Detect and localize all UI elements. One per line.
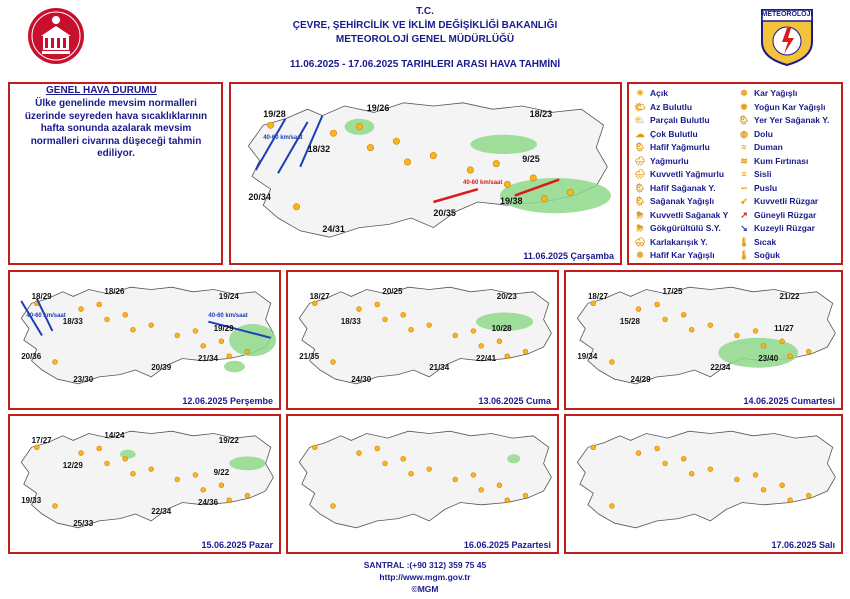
forecast-map-day-5 (8, 414, 281, 554)
sun-icon (471, 329, 476, 334)
city-temperature: 21/34 (429, 363, 450, 373)
sun-icon: ☀ (635, 88, 645, 98)
wind-speed-label: 40-60 km/saat (263, 134, 303, 141)
north-wind-arrow-icon: ↘ (740, 223, 748, 233)
legend-label: Yer Yer Sağanak Y. (754, 115, 830, 125)
sun-icon (293, 204, 299, 210)
turkey-map (566, 416, 843, 554)
fog-icon: ≡ (741, 169, 747, 179)
sun-icon (806, 493, 811, 498)
sun-icon (610, 504, 615, 509)
city-temperature: 24/30 (351, 374, 372, 384)
legend-label: Sıcak (754, 236, 777, 247)
city-temperature: 23/30 (73, 374, 94, 384)
sun-icon (357, 451, 362, 456)
city-temperature: 19/33 (21, 495, 42, 505)
city-temperature: 19/24 (218, 291, 239, 301)
sun-icon (708, 467, 713, 472)
sun-icon (245, 349, 250, 354)
sleet-icon: 🌨 (634, 236, 646, 247)
sun-icon (681, 312, 686, 317)
sun-icon (663, 317, 668, 322)
sun-icon (497, 483, 502, 488)
legend-label: Az Bulutlu (650, 101, 693, 112)
legend-item (737, 195, 818, 208)
wind-speed-label: 40-60 km/saat (208, 312, 248, 319)
sun-icon (655, 302, 660, 307)
city-temperature: 19/26 (366, 102, 390, 113)
sun-icon (312, 301, 317, 306)
map-date-label: 13.06.2025 Cuma (478, 396, 551, 406)
legend-item (737, 209, 816, 222)
legend-item (737, 222, 815, 235)
smoke-icon: ≈ (741, 142, 747, 152)
heavy-snow-icon: ❅ (740, 101, 748, 112)
country-outline (299, 431, 551, 528)
sun-icon (97, 446, 102, 451)
city-temperature: 19/28 (263, 109, 286, 120)
sun-icon (267, 122, 273, 128)
legend-item (633, 128, 698, 141)
legend-label: Kuvvetli Rüzgar (754, 196, 819, 206)
strong-wind-icon: ➶ (740, 196, 748, 206)
city-temperature: 9/25 (522, 154, 540, 164)
rain-area (470, 135, 537, 154)
rain-area (507, 454, 520, 463)
sun-icon (149, 323, 154, 328)
legend-item (633, 101, 692, 114)
footer-copyright: ©MGM (411, 584, 439, 594)
light-rain-icon: 🌦 (634, 142, 646, 152)
sun-icon (471, 473, 476, 478)
city-temperature: 18/23 (529, 109, 553, 120)
legend-label: Çok Bulutlu (650, 128, 698, 139)
legend-item (737, 141, 783, 154)
legend-item (737, 249, 780, 262)
legend-label: Sağanak Yağışlı (650, 196, 715, 206)
forecast-map-day-1 (229, 82, 622, 265)
sun-icon (430, 152, 436, 158)
city-temperature: 10/28 (491, 324, 512, 333)
forecast-map-day-6 (286, 414, 559, 554)
city-temperature: 21/34 (198, 353, 219, 363)
sun-icon (219, 339, 224, 344)
sun-icon (201, 343, 206, 348)
city-temperature: 24/31 (322, 224, 345, 235)
legend-item (633, 249, 715, 262)
sun-icon (479, 343, 484, 348)
sun-icon (383, 317, 388, 322)
sun-icon (367, 144, 373, 150)
legend-item (633, 155, 689, 168)
city-temperature: 24/36 (198, 497, 219, 507)
city-temperature: 20/25 (382, 287, 403, 297)
sun-icon (401, 456, 406, 461)
partly-cloudy-icon: ⛅ (634, 115, 646, 125)
sun-icon (409, 327, 414, 332)
sun-icon (105, 317, 110, 322)
sun-icon (610, 360, 615, 365)
legend-label: Hafif Sağanak Y. (650, 182, 716, 193)
mgm-logo-text: METEOROLOJİ (761, 11, 813, 18)
legend-label: Karlakarışık Y. (650, 236, 708, 247)
light-shower-icon: 🌦 (634, 182, 646, 193)
legend-item (633, 182, 716, 195)
general-weather-summary (8, 82, 223, 265)
forecast-map-day-2 (8, 270, 281, 410)
sun-icon (409, 471, 414, 476)
sun-icon (149, 467, 154, 472)
legend-label: Duman (754, 142, 783, 152)
city-temperature: 19/38 (500, 195, 523, 206)
legend-label: Parçalı Bulutlu (650, 115, 710, 125)
sun-icon (453, 477, 458, 482)
sun-icon (523, 493, 528, 498)
legend-label: Soğuk (754, 250, 780, 260)
header-directorate: METEOROLOJİ GENEL MÜDÜRLÜĞÜ (335, 34, 515, 45)
sun-icon (753, 473, 758, 478)
sun-icon (175, 333, 180, 338)
rain-area (229, 457, 265, 471)
sun-icon (79, 307, 84, 312)
sun-icon (175, 477, 180, 482)
sun-icon (753, 329, 758, 334)
city-temperature: 18/26 (104, 287, 125, 297)
legend-label: Kar Yağışlı (754, 88, 798, 98)
sun-icon (761, 487, 766, 492)
sun-icon (708, 323, 713, 328)
legend-item (737, 101, 825, 114)
legend-item (633, 222, 721, 235)
city-temperature: 18/32 (307, 144, 331, 155)
city-temperature: 9/22 (213, 468, 230, 477)
legend-item (633, 141, 710, 154)
light-snow-icon: ❄ (636, 250, 644, 260)
sun-icon (505, 354, 510, 359)
city-temperature: 18/27 (587, 291, 608, 301)
sun-icon (689, 327, 694, 332)
hail-icon: ◍ (740, 128, 748, 139)
cloud-icon: ☁ (635, 128, 645, 139)
city-temperature: 22/34 (151, 507, 172, 517)
cold-thermometer-icon: 🌡 (738, 250, 750, 260)
city-temperature: 21/22 (779, 291, 800, 301)
legend-item (737, 155, 808, 168)
sun-icon (131, 327, 136, 332)
sun-icon (541, 196, 547, 202)
header-tc: T.C. (416, 6, 434, 17)
sun-icon (330, 130, 336, 136)
sun-icon (636, 307, 641, 312)
city-temperature: 20/35 (433, 208, 456, 219)
sun-icon (79, 451, 84, 456)
sun-icon (375, 446, 380, 451)
sun-icon (636, 451, 641, 456)
legend-label: Puslu (754, 182, 778, 193)
city-temperature: 17/27 (31, 435, 52, 445)
sun-icon (34, 445, 39, 450)
sun-icon (312, 445, 317, 450)
forecast-map-day-7 (564, 414, 843, 554)
header-date-range: 11.06.2025 - 17.06.2025 TARIHLERI ARASI HAVA TAHMİNİ (289, 59, 561, 70)
legend-label: Sisli (754, 169, 772, 179)
sun-icon (523, 349, 528, 354)
sun-icon (591, 301, 596, 306)
city-temperature: 18/33 (62, 317, 83, 327)
summary-title: GENEL HAVA DURUMU (46, 85, 157, 96)
legend-label: Güneyli Rüzgar (754, 209, 817, 220)
sun-icon (357, 307, 362, 312)
footer-phone: SANTRAL :(+90 312) 359 75 45 (363, 560, 487, 570)
sun-icon (427, 323, 432, 328)
sun-icon (245, 493, 250, 498)
sun-icon (227, 498, 232, 503)
legend-item (633, 114, 710, 127)
rain-area (120, 450, 136, 459)
sun-icon (780, 483, 785, 488)
legend-label: Kuvvetli Sağanak Y (650, 209, 729, 220)
sun-icon (663, 461, 668, 466)
local-shower-icon: 🌦 (738, 115, 750, 125)
city-temperature: 20/34 (248, 192, 271, 203)
sun-icon (788, 498, 793, 503)
sun-icon (356, 124, 362, 130)
wind-speed-label: 40-60 km/saat (463, 179, 503, 186)
legend-item (633, 195, 714, 208)
legend-item (737, 182, 777, 195)
sun-icon (780, 339, 785, 344)
sun-icon (530, 175, 536, 181)
legend-item (633, 236, 708, 249)
city-temperature: 19/29 (213, 324, 234, 333)
sun-icon (383, 461, 388, 466)
turkey-map (288, 416, 559, 554)
legend-item (737, 168, 771, 181)
country-outline (577, 287, 835, 384)
mist-icon: ∽ (740, 182, 748, 193)
city-temperature: 22/41 (476, 353, 497, 363)
sun-icon (219, 483, 224, 488)
sun-icon (123, 312, 128, 317)
heavy-shower-icon: ⛈ (636, 209, 644, 220)
city-temperature: 20/23 (496, 291, 517, 301)
heavy-rain-icon: 🌧 (634, 169, 646, 179)
city-temperature: 18/29 (31, 291, 52, 301)
city-temperature: 12/29 (62, 461, 83, 471)
sun-icon (453, 333, 458, 338)
sun-icon (105, 461, 110, 466)
sun-icon (788, 354, 793, 359)
map-date-label: 12.06.2025 Perşembe (182, 396, 273, 406)
city-temperature: 25/33 (73, 518, 94, 528)
country-outline (299, 287, 551, 384)
map-legend (627, 82, 843, 265)
city-temperature: 21/35 (299, 351, 320, 361)
hot-thermometer-icon: 🌡 (738, 236, 750, 247)
legend-label: Yağmurlu (650, 155, 689, 166)
sun-icon (393, 138, 399, 144)
sun-icon (331, 360, 336, 365)
sun-icon (53, 504, 58, 509)
sun-icon (689, 471, 694, 476)
city-temperature: 14/24 (104, 431, 125, 441)
rain-area (224, 361, 245, 373)
sun-icon (493, 160, 499, 166)
sun-icon (761, 343, 766, 348)
legend-label: Kuzeyli Rüzgar (754, 223, 815, 233)
legend-item (737, 128, 773, 141)
country-outline (577, 431, 835, 528)
sun-small-cloud-icon: 🌤 (634, 101, 646, 112)
footer-url[interactable]: http://www.mgm.gov.tr (379, 572, 471, 582)
sun-icon (401, 312, 406, 317)
legend-label: Gökgürültülü S.Y. (650, 223, 721, 233)
legend-item (633, 168, 724, 181)
legend-item (737, 236, 776, 249)
legend-item (633, 209, 728, 222)
legend-label: Hafif Kar Yağışlı (650, 250, 715, 260)
wind-speed-label: 40-60 km/saat (26, 312, 66, 319)
legend-label: Açık (650, 88, 668, 98)
sun-icon (331, 504, 336, 509)
city-temperature: 19/22 (218, 435, 239, 445)
ministry-seal-logo (26, 6, 86, 66)
city-temperature: 23/40 (758, 353, 779, 363)
sun-icon (131, 471, 136, 476)
sun-icon (467, 167, 473, 173)
sun-icon (655, 446, 660, 451)
sun-icon (567, 189, 573, 195)
legend-item (737, 87, 797, 100)
sun-icon (479, 487, 484, 492)
turkey-map (231, 84, 622, 265)
map-date-label: 16.06.2025 Pazartesi (463, 540, 551, 550)
city-temperature: 19/34 (577, 351, 598, 361)
city-temperature: 20/39 (151, 363, 172, 373)
city-temperature: 22/34 (710, 363, 731, 373)
rain-icon: 🌧 (634, 155, 646, 166)
legend-item (737, 114, 829, 127)
country-outline (248, 103, 607, 237)
city-temperature: 24/29 (630, 374, 651, 384)
sun-icon (404, 159, 410, 165)
legend-label: Yoğun Kar Yağışlı (754, 101, 826, 112)
country-outline (21, 431, 273, 528)
sun-icon (681, 456, 686, 461)
sun-icon (193, 329, 198, 334)
sun-icon (97, 302, 102, 307)
sun-icon (201, 487, 206, 492)
forecast-map-day-3 (286, 270, 559, 410)
summary-text: Ülke genelinde mevsim normalleri üzerinde seyreden hava sıcaklıklarının hafta sonunda azalarak mevsim normalleri civarına düşeceği tahmin ediliyor. (24, 98, 208, 159)
legend-label: Kum Fırtınası (754, 155, 809, 166)
sun-icon (505, 498, 510, 503)
map-date-label: 11.06.2025 Çarşamba (523, 251, 614, 261)
city-temperature: 15/28 (619, 317, 640, 327)
city-temperature: 18/33 (340, 317, 361, 327)
thunderstorm-icon: ⛈ (636, 223, 644, 233)
sun-icon (227, 354, 232, 359)
legend-label: Dolu (754, 128, 773, 139)
sun-icon (497, 339, 502, 344)
sandstorm-icon: ≋ (740, 155, 748, 166)
sun-icon (735, 333, 740, 338)
snow-icon: ❄ (740, 88, 748, 98)
sun-icon (193, 473, 198, 478)
map-date-label: 14.06.2025 Cumartesi (743, 396, 835, 406)
legend-label: Kuvvetli Yağmurlu (650, 169, 725, 179)
city-temperature: 18/27 (309, 291, 330, 301)
sun-icon (375, 302, 380, 307)
forecast-map-day-4 (564, 270, 843, 410)
shower-icon: 🌦 (634, 196, 646, 206)
mgm-logo (758, 8, 816, 66)
sun-icon (53, 360, 58, 365)
map-date-label: 15.06.2025 Pazar (201, 540, 273, 550)
map-date-label: 17.06.2025 Salı (771, 540, 835, 550)
city-temperature: 20/36 (21, 351, 42, 361)
legend-item (633, 87, 668, 100)
sun-icon (123, 456, 128, 461)
south-wind-arrow-icon: ↗ (740, 209, 748, 220)
legend-label: Hafif Yağmurlu (650, 142, 710, 152)
city-temperature: 11/27 (774, 324, 794, 333)
sun-icon (591, 445, 596, 450)
sun-icon (504, 181, 510, 187)
sun-icon (806, 349, 811, 354)
header-ministry: ÇEVRE, ŞEHİRCİLİK VE İKLİM DEĞİŞİKLİĞİ BAKANLIĞI (292, 20, 558, 31)
city-temperature: 17/25 (662, 287, 683, 297)
sun-icon (735, 477, 740, 482)
sun-icon (427, 467, 432, 472)
